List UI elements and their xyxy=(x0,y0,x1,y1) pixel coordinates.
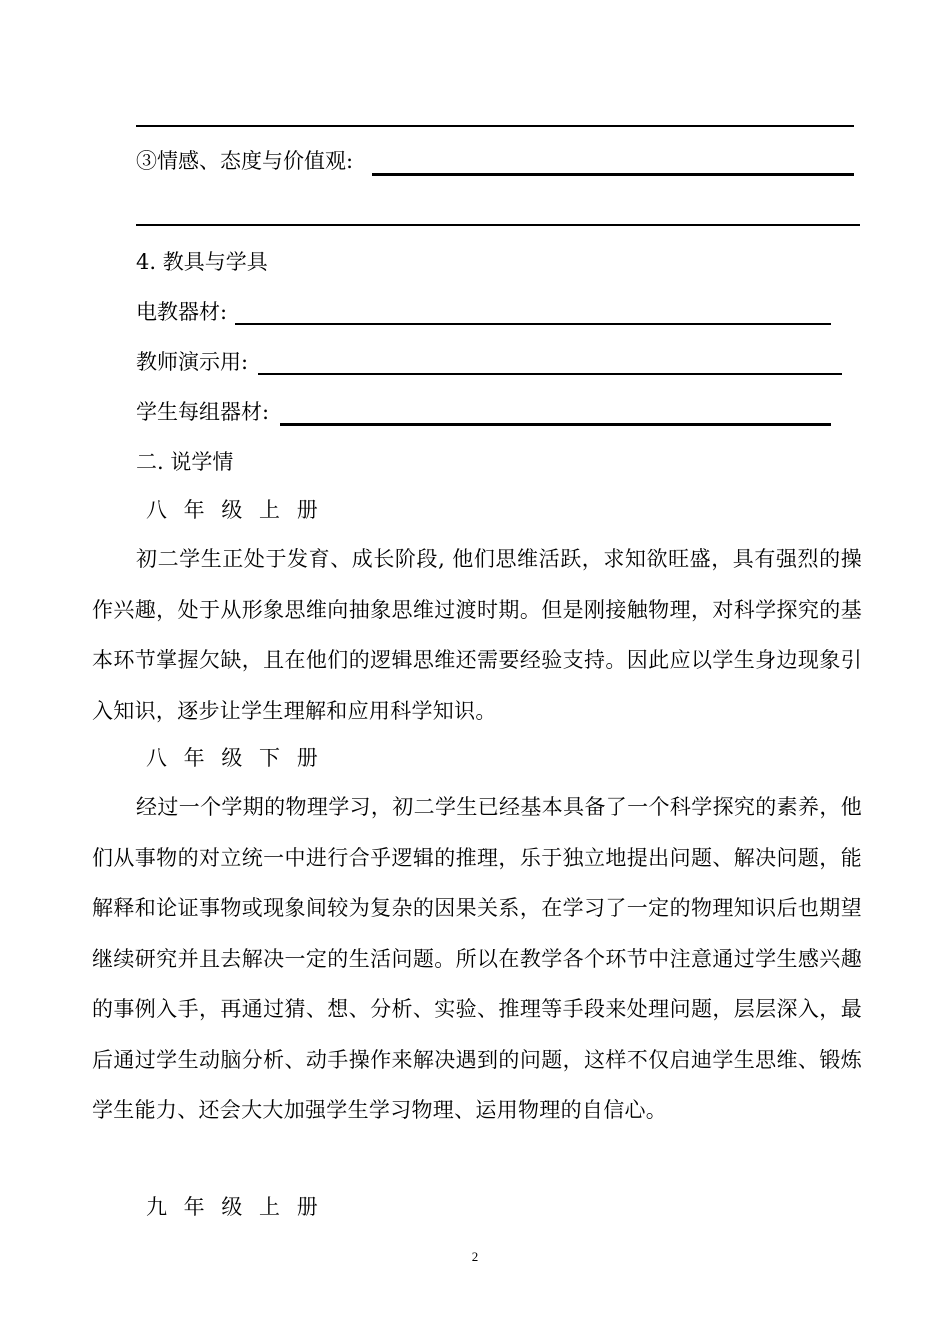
student-group-field[interactable] xyxy=(280,423,831,426)
grade8-first-title: 八 年 级 上 册 xyxy=(146,498,323,522)
grade8-first-paragraph: 初二学生正处于发育、成长阶段, 他们思维活跃，求知欲旺盛，具有强烈的操作兴趣，处于从形象思维向抽象思维过渡时期。但是刚接触物理，对科学探究的基本环节掌握欠缺，且在他们的逻辑思维还需要经验支持。因此应以学生身边现象引入知识，逐步让学生理解和应用科学知识。 xyxy=(92,547,862,723)
learner-analysis-heading: 二. 说学情 xyxy=(136,450,234,474)
electronic-equipment-field[interactable] xyxy=(235,323,831,325)
page-number: 2 xyxy=(471,1249,479,1264)
teacher-demo-field[interactable] xyxy=(258,373,842,375)
blank-answer-line xyxy=(136,125,854,127)
grade9-first-title: 九 年 级 上 册 xyxy=(146,1195,323,1219)
grade8-second-title: 八 年 级 下 册 xyxy=(146,746,323,770)
student-group-label: 学生每组器材: xyxy=(136,400,270,424)
teacher-demo-label: 教师演示用: xyxy=(136,350,249,374)
affect-objective-label: ③情感、态度与价值观: xyxy=(136,149,354,173)
electronic-equipment-label: 电教器材: xyxy=(136,300,228,324)
affect-objective-field[interactable] xyxy=(372,173,854,176)
blank-answer-line xyxy=(136,224,860,226)
grade8-second-paragraph: 经过一个学期的物理学习，初二学生已经基本具备了一个科学探究的素养，他们从事物的对立统一中进行合乎逻辑的推理，乐于独立地提出问题、解决问题，能解释和论证事物或现象间较为复杂的因果关系，在学习了一定的物理知识后也期望继续研究并且去解决一定的生活问题。所以在教学各个环节中注意通过学生感兴趣的事例入手，再通过猜、想、分析、实验、推理等手段来处理问题，层层深入，最后通过学生动脑分析、动手操作来解决遇到的问题，这样不仅启迪学生思维、锻炼学生能力、还会大大加强学生学习物理、运用物理的自信心。 xyxy=(92,795,862,1122)
materials-heading: 4. 教具与学具 xyxy=(136,250,268,274)
